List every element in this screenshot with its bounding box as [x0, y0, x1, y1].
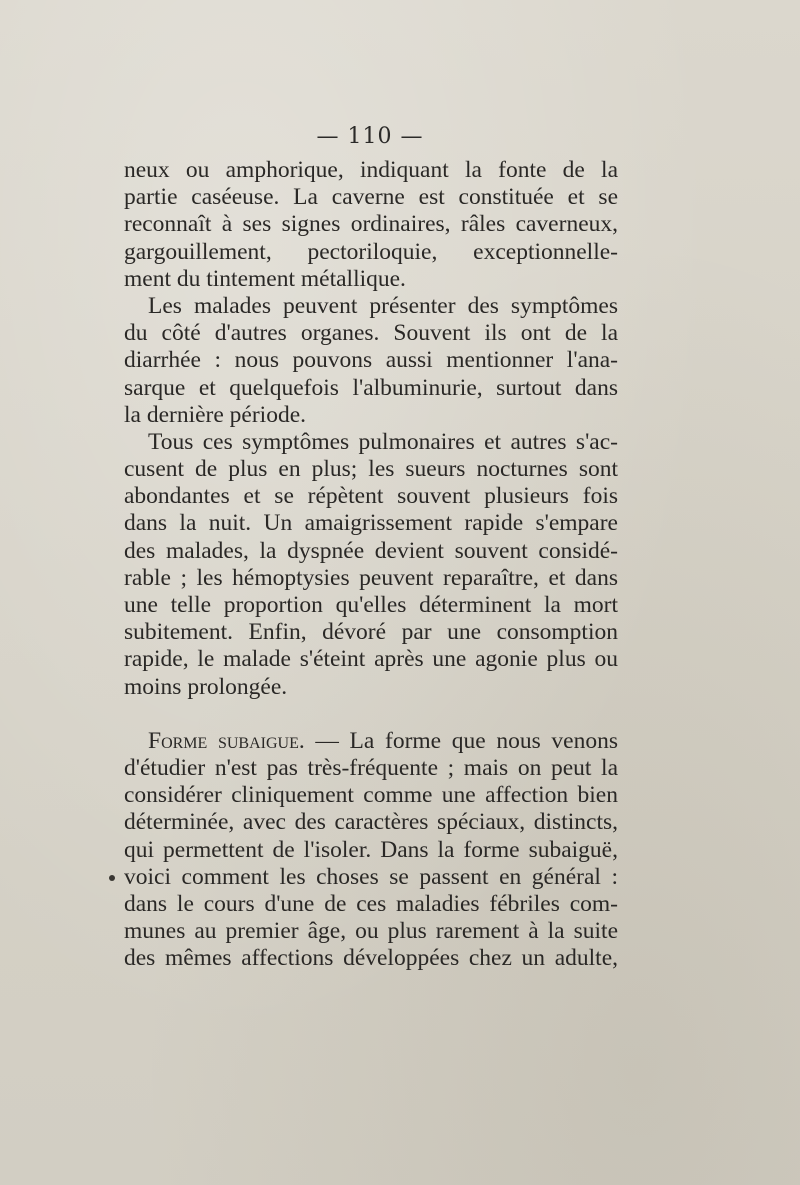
text-line: déterminée, avec des caractères spéciaux, distincts,	[124, 809, 618, 836]
section-heading-line	[124, 728, 618, 755]
text-line: cusent de plus en plus; les sueurs nocturnes sont	[124, 456, 618, 483]
ink-speck	[109, 875, 115, 881]
text-line: neux ou amphorique, indiquant la fonte de la	[124, 157, 618, 183]
text-line: des malades, la dyspnée devient souvent considé-	[124, 537, 618, 564]
text-line: dans le cours d'une de ces maladies fébriles com-	[124, 890, 618, 917]
text-line: des mêmes affections développées chez un adulte,	[124, 945, 618, 972]
text-line: une telle proportion qu'elles déterminent la mort	[124, 592, 618, 618]
section-heading: Forme subaigue.	[148, 727, 305, 754]
text-line: subitement. Enfin, dévoré par une consomption	[124, 619, 618, 646]
text-line: considérer cliniquement comme une affection bien	[124, 782, 618, 809]
text-line: Les malades peuvent présenter des symptômes	[148, 292, 618, 319]
text-line: diarrhée : nous pouvons aussi mentionner l'ana-	[124, 347, 618, 374]
body-text	[124, 157, 618, 972]
text-line: dans la nuit. Un amaigrissement rapide s'empare	[124, 510, 618, 537]
text-line: ment du tintement métallique.	[124, 265, 406, 292]
text-line: reconnaît à ses signes ordinaires, râles caverneux,	[124, 211, 618, 238]
section-gap	[124, 701, 618, 728]
text-line: gargouillement, pectoriloquie, exceptionnelle-	[124, 238, 618, 265]
text-line: qui permettent de l'isoler. Dans la forme subaiguë,	[124, 836, 618, 863]
text-line: Tous ces symptômes pulmonaires et autres s'ac-	[148, 428, 618, 455]
text-line: munes au premier âge, ou plus rarement à la suite	[124, 918, 618, 945]
text-line: rable ; les hémoptysies peuvent reparaître, et dans	[124, 564, 618, 591]
text-line: voici comment les choses se passent en général :	[124, 863, 618, 890]
text-line: sarque et quelquefois l'albuminurie, surtout dans	[124, 374, 618, 401]
text-line: du côté d'autres organes. Souvent ils ont de la	[124, 320, 618, 347]
page-number: — 110 —	[316, 124, 424, 149]
text-line: partie caséeuse. La caverne est constituée et se	[124, 184, 618, 211]
text-line: rapide, le malade s'éteint après une agonie plus ou	[124, 646, 618, 673]
section-heading-rest: — La forme que nous venons	[304, 727, 618, 754]
text-line: moins prolongée.	[124, 673, 288, 700]
text-line: d'étudier n'est pas très-fréquente ; mais on peut la	[124, 754, 618, 781]
text-line: la dernière période.	[124, 401, 307, 428]
text-line: abondantes et se répètent souvent plusieurs fois	[124, 483, 618, 510]
